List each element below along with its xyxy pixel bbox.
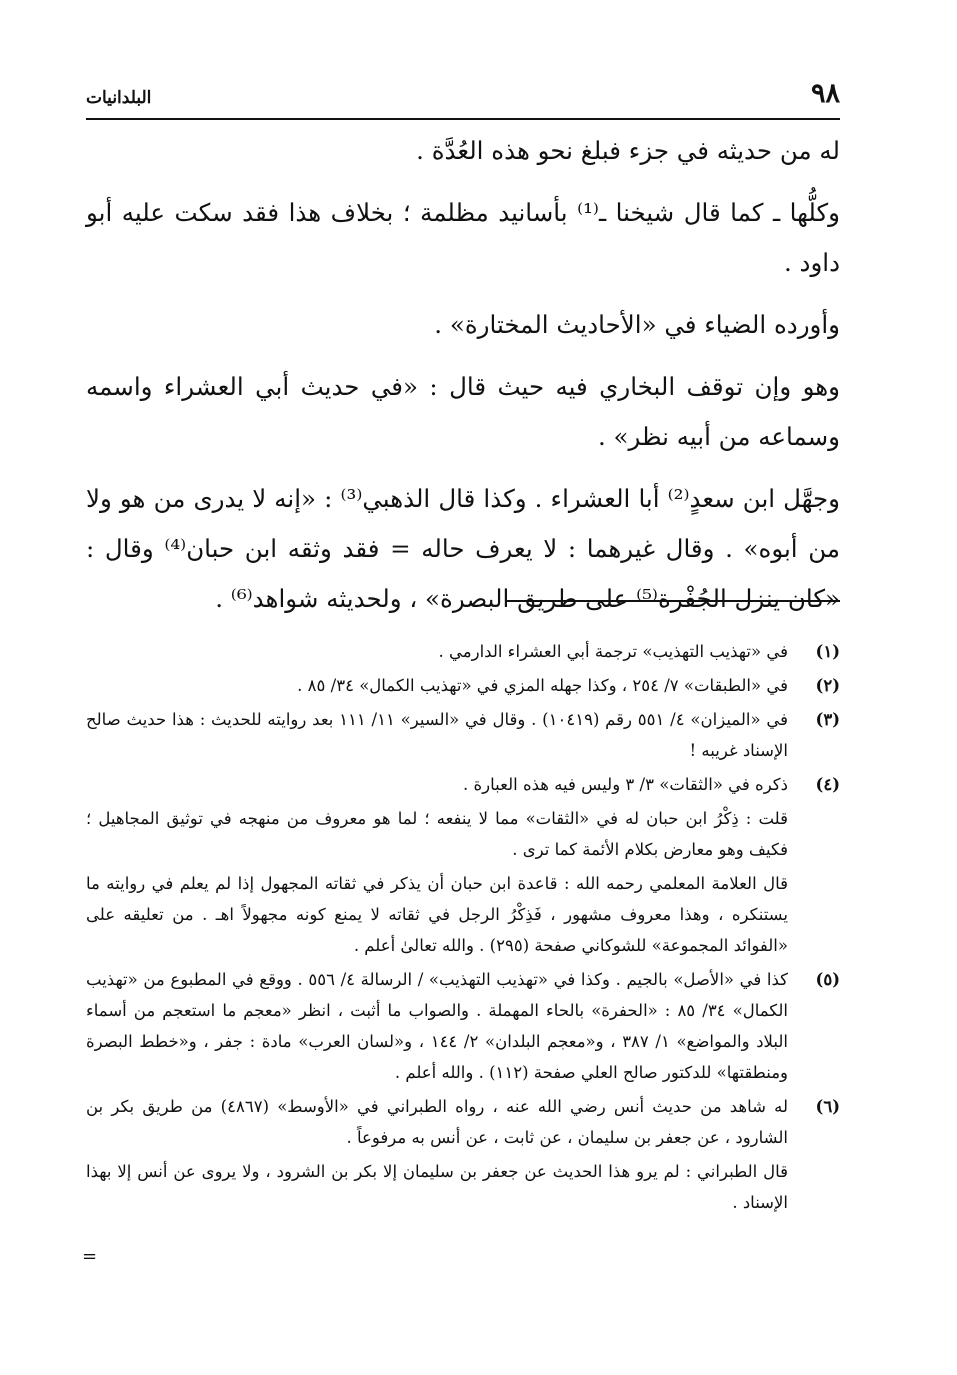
footnote-number: (٢) (815, 676, 840, 695)
footnote-number: (٦) (815, 1097, 840, 1116)
paragraph: وكلُّها ـ كما قال شيخنا ـ⁽¹⁾ بأسانيد مظلمة ؛ بخلاف هذا فقد سكت عليه أبو داود . (86, 198, 840, 277)
running-title: البلدانيات (86, 88, 152, 108)
footnote (86, 769, 840, 800)
paragraph: له من حديثه في جزء فبلغ نحو هذه العُدَّة . (416, 136, 840, 165)
footnote (86, 704, 840, 766)
footnote (86, 964, 840, 1088)
footnote-number: (٣) (815, 710, 840, 729)
footnote-number: (١) (815, 642, 840, 661)
page-header (86, 76, 840, 120)
footnote (86, 1091, 840, 1153)
footnote-continuation: قال العلامة المعلمي رحمه الله : قاعدة ابن حبان أن يذكر في ثقاته المجهول إذا لم يعلم في روايته ما يستنكره ، وهذا معروف مشهور ، فَذِكْرُ الرجل في ثقاته لا يمنع كونه مجهولاً اهـ . من تعليقه على «الفوائد المجموعة» للشوكاني صفحة (٢٩٥) . والله تعالىٰ أعلم . (86, 874, 788, 955)
paragraph: وجهَّل ابن سعدٍ⁽²⁾ أبا العشراء . وكذا قال الذهبي⁽³⁾ : «إنه لا يدرى من هو ولا من أبوه» . وقال غيرهما : لا يعرف حاله = فقد وثقه ابن حبان⁽⁴⁾ وقال : «كان ينزل الجُفْرة⁽⁵⁾ على طريق البصرة» ، ولحديثه شواهد⁽⁶⁾ . (86, 484, 841, 613)
paragraph: وأورده الضياء في «الأحاديث المختارة» . (434, 310, 840, 339)
footnote-text: ذكره في «الثقات» ٣/ ٣ وليس فيه هذه العبارة . (463, 775, 788, 794)
continuation-mark: = (82, 1246, 98, 1267)
footnote-divider (505, 600, 840, 602)
footnotes (86, 636, 840, 1221)
footnote-continuation: قال الطبراني : لم يرو هذا الحديث عن جعفر بن سليمان إلا بكر بن الشرود ، ولا يروى عن أنس إلا بهذا الإسناد . (86, 1162, 788, 1212)
footnote (86, 670, 840, 701)
footnote-text: له شاهد من حديث أنس رضي الله عنه ، رواه الطبراني في «الأوسط» (٤٨٦٧) من طريق بكر بن الشارود ، عن جعفر بن سليمان ، عن ثابت ، عن أنس به مرفوعاً . (86, 1097, 788, 1147)
footnote-continuation: قلت : ذِكْرُ ابن حبان له في «الثقات» مما لا ينفعه ؛ لما هو معروف من منهجه في توثيق المجاهيل ؛ فكيف وهو معارض بكلام الأئمة كما ترى . (86, 809, 788, 859)
footnote (86, 636, 840, 667)
footnote-number: (٤) (815, 775, 840, 794)
footnote-text: كذا في «الأصل» بالجيم . وكذا في «تهذيب التهذيب» / الرسالة ٤/ ٥٥٦ . ووقع في المطبوع من «تهذيب الكمال» ٣٤/ ٨٥ : «الحفرة» بالحاء المهملة . والصواب ما أثبت ، انظر «معجم ما استعجم من أسماء البلاد والمواضع» ١/ ٣٨٧ ، و«معجم البلدان» ٢/ ١٤٤ ، و«لسان العرب» مادة : جفر ، و«خطط البصرة ومنطقتها» للدكتور صالح العلي صفحة (١١٢) . والله أعلم . (86, 970, 788, 1082)
paragraph: وهو وإن توقف البخاري فيه حيث قال : «في حديث أبي العشراء واسمه وسماعه من أبيه نظر» . (86, 372, 840, 451)
footnote-text: في «تهذيب التهذيب» ترجمة أبي العشراء الدارمي . (438, 642, 788, 661)
footnote-number: (٥) (815, 970, 840, 989)
main-text (86, 126, 840, 636)
footnote-text: في «الطبقات» ٧/ ٢٥٤ ، وكذا جهله المزي في «تهذيب الكمال» ٣٤/ ٨٥ . (297, 676, 788, 695)
page-number: ٩٨ (810, 78, 840, 109)
footnote-text: في «الميزان» ٤/ ٥٥١ رقم (١٠٤١٩) . وقال في «السير» ١١/ ١١١ بعد روايته للحديث : هذا حديث صالح الإسناد غريبه ! (86, 710, 788, 760)
